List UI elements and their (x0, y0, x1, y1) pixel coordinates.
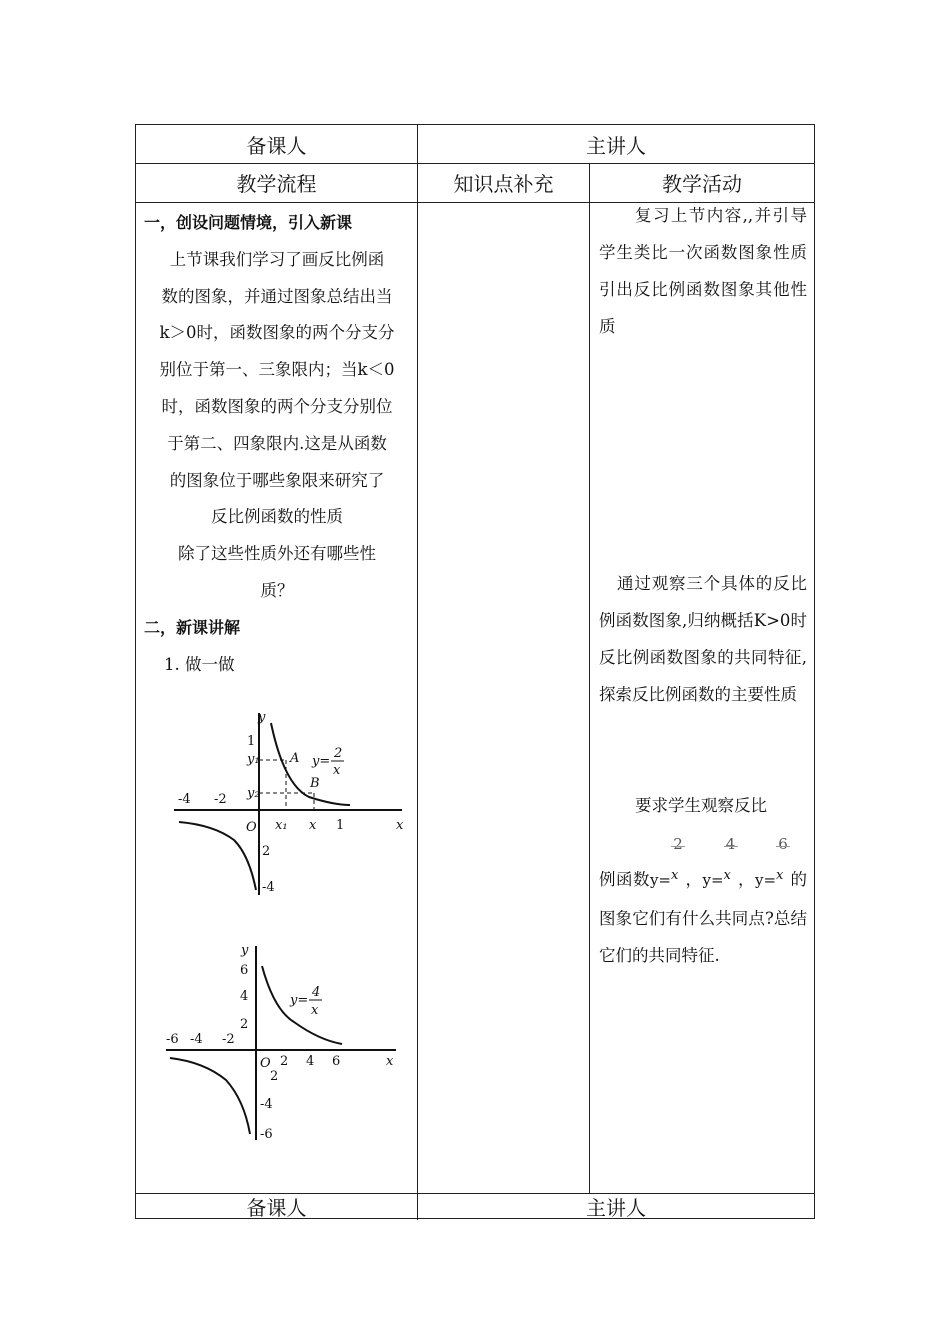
tick-ym2: 2 (262, 844, 271, 859)
tick-ym2: 2 (270, 1069, 279, 1084)
function-num: 4 (312, 985, 321, 1000)
activity-block-2: 通过观察三个具体的反比例函数图象,归纳概括K>0时反比例函数图象的共同特征,探索反比例函数的主要性质 (599, 574, 807, 704)
column-header-flow: 教学流程 (236, 172, 317, 196)
flow-line: 于第二、四象限内.这是从函数 (167, 433, 387, 453)
y1-label: y₁ (247, 752, 260, 767)
x2-label: x (309, 818, 317, 833)
function-den: x (333, 763, 341, 778)
header-preparer: 备课人 (246, 133, 307, 158)
y2-label: y₂ (247, 786, 260, 801)
flow-line: 反比例函数的性质 (211, 507, 343, 527)
tick-y4: 4 (240, 989, 249, 1004)
origin-label: O (260, 1056, 271, 1071)
point-a-label: A (290, 751, 300, 766)
activity-block-1: 复习上节内容,,并引导学生类比一次函数图象性质引出反比例函数图象其他性质 (599, 206, 807, 336)
section1-title: 一，创设问题情境，引入新课 (144, 213, 353, 232)
column-header-supplement: 知识点补充 (453, 172, 554, 196)
tick-xm2: -2 (222, 1032, 235, 1047)
flow-line: 质？ (260, 580, 294, 600)
footer-preparer: 备课人 (246, 1195, 307, 1220)
y-axis-label: y (258, 710, 266, 725)
item-1: 1. 做一做 (164, 654, 235, 674)
tick-x6: 6 (332, 1054, 341, 1069)
tick-xm4: -4 (178, 792, 191, 807)
formula-2-over-x: y= $\frac{2}{x}$ (650, 862, 685, 900)
function-num: 2 (334, 746, 343, 761)
x-axis-label: x (386, 1054, 394, 1069)
flow-line: 别位于第一、三象限内；当k＜0 (159, 360, 395, 380)
function-label: y= (312, 754, 331, 769)
activity-block-3-rest: 图象它们有什么共同点?总结它们的共同特征. (599, 909, 807, 965)
tick-y6: 6 (240, 963, 249, 978)
flow-line: k＞0时，函数图象的两个分支分 (159, 323, 395, 343)
tick-xm4: -4 (190, 1032, 203, 1047)
function-den: x (311, 1003, 319, 1018)
col-divider (417, 125, 418, 1220)
flow-line: 数的图象，并通过图象总结出当 (161, 286, 393, 306)
header-lecturer: 主讲人 (586, 133, 646, 158)
activity-block-3: 例函数y= $\frac{2}{x}$，y= $\frac{4}{x}$，y= $\frac{6}{x}$的图象它们有什么共同点?总结它们的共同特征. (599, 835, 808, 965)
x1-label: x₁ (275, 818, 288, 833)
function-label: y= (290, 993, 309, 1008)
tick-x1: 1 (336, 818, 345, 833)
flow-line: 时，函数图象的两个分支分别位 (161, 396, 393, 416)
curve-branch-3 (170, 1058, 250, 1134)
tick-xm6: -6 (166, 1032, 179, 1047)
origin-label: O (246, 820, 257, 835)
tick-ym6: -6 (260, 1127, 273, 1142)
point-b-label: B (310, 776, 320, 791)
column-header-activity: 教学活动 (662, 172, 742, 196)
flow-line: 除了这些性质外还有哪些性 (178, 544, 376, 564)
formula-6-over-x: y= $\frac{6}{x}$ (755, 862, 790, 900)
tick-x4: 4 (306, 1054, 315, 1069)
lesson-plan-table (135, 124, 815, 1219)
flow-line: 的图象位于哪些象限来研究了 (169, 470, 385, 490)
tick-xm2: -2 (214, 792, 227, 807)
y-axis-label: y (241, 943, 249, 958)
footer-lecturer: 主讲人 (586, 1195, 646, 1220)
tick-ym4: -4 (262, 880, 275, 895)
flow-line: 上节课我们学习了画反比例函 (169, 249, 385, 269)
section2-title: 二，新课讲解 (144, 617, 241, 637)
flow-content (144, 205, 410, 683)
activity-prefix: 例函数 (599, 870, 650, 889)
col-divider (589, 163, 590, 1193)
graph-y-4-over-x (164, 940, 404, 1150)
x-axis-label: x (396, 818, 404, 833)
tick-x2: 2 (280, 1054, 289, 1069)
activity-block-3-line-1: 要求学生观察反比 (635, 796, 767, 815)
formula-4-over-x: y= $\frac{4}{x}$ (702, 862, 737, 900)
curve-branch-3 (179, 822, 256, 890)
tick-ym4: -4 (260, 1097, 273, 1112)
tick-y2: 2 (240, 1017, 249, 1032)
graph-y-2-over-x (174, 705, 409, 905)
tick-y1: 1 (247, 734, 256, 749)
